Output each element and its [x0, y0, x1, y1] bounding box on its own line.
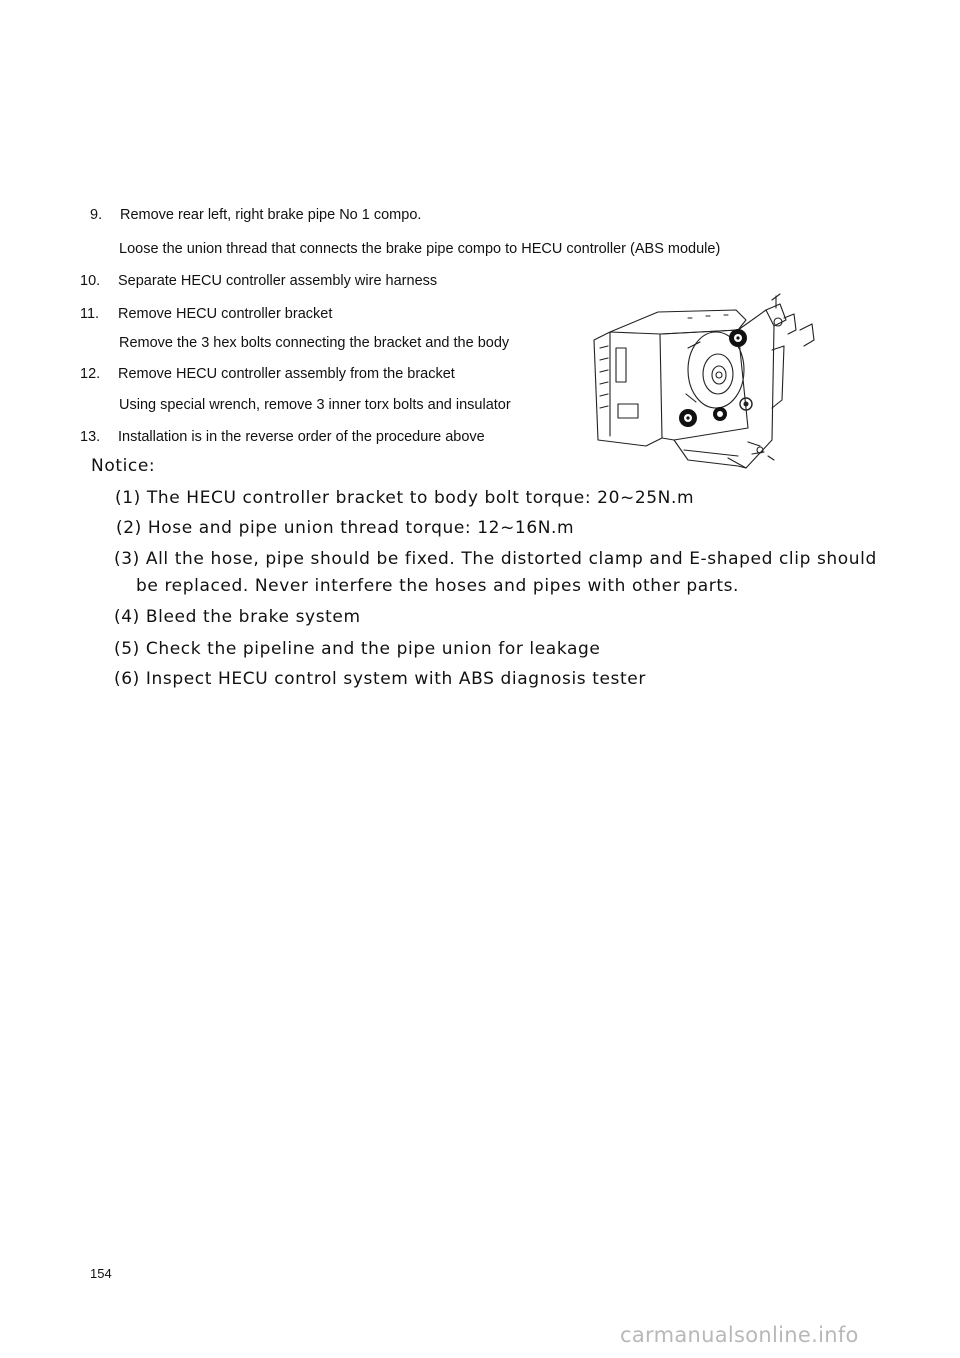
step-11	[80, 305, 332, 323]
step-12	[80, 365, 455, 383]
notice-item-2: (2) Hose and pipe union thread torque: 12~16N.m	[116, 518, 575, 538]
step-text: Remove HECU controller bracket	[118, 306, 333, 322]
step-number: 10.	[80, 273, 101, 289]
watermark: carmanualsonline.info	[620, 1323, 859, 1347]
step-text: Installation is in the reverse order of the procedure above	[118, 429, 485, 445]
step-10	[80, 272, 437, 290]
step-number: 13.	[80, 429, 101, 445]
step-text: Remove rear left, right brake pipe No 1 compo.	[120, 207, 422, 223]
step-text: Remove HECU controller assembly from the bracket	[118, 366, 455, 382]
step-9	[90, 206, 421, 224]
step-text: Separate HECU controller assembly wire harness	[118, 273, 438, 289]
step-number: 11.	[80, 306, 100, 322]
notice-item-4: (4) Bleed the brake system	[114, 607, 361, 627]
step-number: 9.	[90, 207, 103, 223]
notice-title: Notice:	[91, 456, 156, 476]
notice-item-3: (3) All the hose, pipe should be fixed. The distorted clamp and E-shaped clip should	[114, 549, 877, 569]
step-13	[80, 428, 485, 446]
notice-item-5: (5) Check the pipeline and the pipe union for leakage	[114, 639, 601, 659]
notice-item-6: (6) Inspect HECU control system with ABS diagnosis tester	[114, 669, 646, 689]
step-12-detail: Using special wrench, remove 3 inner torx bolts and insulator	[119, 397, 511, 413]
hecu-controller-assembly-illustration	[588, 290, 820, 472]
page-number: 154	[90, 1266, 112, 1281]
notice-item-3-continued: be replaced. Never interfere the hoses and pipes with other parts.	[136, 576, 740, 596]
notice-item-1: (1) The HECU controller bracket to body bolt torque: 20~25N.m	[115, 488, 695, 508]
step-9-detail: Loose the union thread that connects the brake pipe compo to HECU controller (ABS module)	[119, 241, 721, 257]
step-number: 12.	[80, 366, 101, 382]
step-11-detail: Remove the 3 hex bolts connecting the bracket and the body	[119, 335, 510, 351]
